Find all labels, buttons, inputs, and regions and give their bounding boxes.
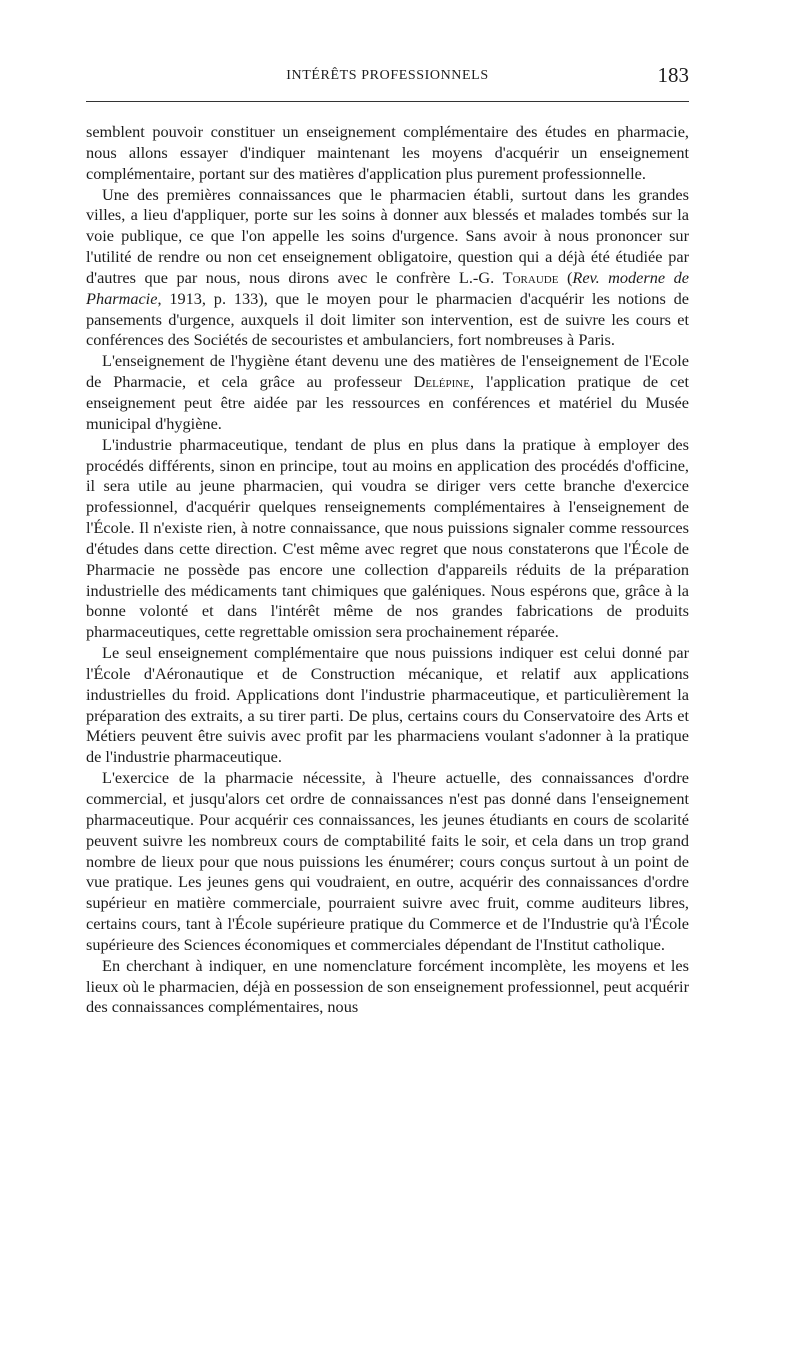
paragraph-2 bbox=[86, 185, 689, 352]
page-header bbox=[86, 60, 689, 100]
paragraph-3 bbox=[86, 351, 689, 434]
paragraph-1: semblent pouvoir constituer un enseignement complémentaire des études en pharmacie, nous allons essayer d'indiquer maintenant les moyens d'acquérir un enseignement complémentaire, portant sur des matières d'application plus purement professionnelle. bbox=[86, 122, 689, 183]
paragraph-2-text-c: , 1913, p. 133), que le moyen pour le pharmacien d'acquérir les notions de pansements d'urgence, auxquels il doit limiter son intervention, est de suivre les cours et conférences des Sociétés de secouristes et ambulanciers, fort nombreuses à Paris. bbox=[86, 288, 689, 350]
paragraph-7: En cherchant à indiquer, en une nomenclature forcément incomplète, les moyens et les lieux où le pharmacien, déjà en possession de son enseignement professionnel, peut acquérir des connaissances complémentaires, nous bbox=[86, 955, 689, 1017]
paragraph-5: Le seul enseignement complémentaire que nous puissions indiquer est celui donné par l'École d'Aéronautique et de Construction mécanique, et relatif aux applications industrielles du froid. Applications dont l'industrie pharmaceutique, et particulièrement la préparation des extraits, a su tirer parti. De plus, certains cours du Conservatoire des Arts et Métiers peuvent être suivis avec profit par les pharmaciens voulant s'adonner à la pratique de l'industrie pharmaceutique. bbox=[86, 643, 689, 767]
paragraph-2-text-a: Une des premières connaissances que le pharmacien établi, surtout dans les grandes villes, a lieu d'appliquer, porte sur les soins à donner aux blessés et malades tombés sur la voie publique, ce que l'on appelle les soins d'urgence. Sans avoir à nous prononcer sur l'utilité de rendre ou non cet enseignement obligatoire, question qui a déjà été étudiée par d'autres que par nous, nous dirons avec le confrère L.-G. bbox=[86, 184, 689, 287]
journal-title: Rev. moderne de Pharmacie bbox=[86, 267, 689, 308]
header-rule bbox=[86, 101, 689, 102]
professor-name: Delépine bbox=[413, 372, 470, 392]
author-name: Toraude bbox=[502, 267, 559, 287]
paragraph-4: L'industrie pharmaceutique, tendant de plus en plus dans la pratique à employer des procédés différents, sinon en principe, tout au moins en application des procédés d'officine, il sera utile au jeune pharmacien, qui voudra se diriger vers cette branche d'exercice professionnel, d'acquérir quelques renseignements complémentaires à l'enseignement de l'École. Il n'existe rien, à notre connaissance, que nous puissions signaler comme ressources d'études dans cette direction. C'est même avec regret que nous constaterons que l'École de Pharmacie ne possède pas encore une collection d'appareils réduits de la préparation industrielle des médicaments tant chimiques que galéniques. Nous espérons que, grâce à la bonne volonté et dans l'intérêt même de nos grandes fabrications de produits pharmaceutiques, cette regrettable omission sera prochainement réparée. bbox=[86, 434, 689, 642]
paragraph-6: L'exercice de la pharmacie nécessite, à l'heure actuelle, des connaissances d'ordre commercial, et jusqu'alors cet ordre de connaissances n'est pas donné dans l'enseignement pharmaceutique. Pour acquérir ces connaissances, les jeunes étudiants en cours de scolarité peuvent suivre les nombreux cours de comptabilité faits le soir, et cela dans un trop grand nombre de lieux pour que nous puissions les énumérer; cours conçus surtout à un point de vue pratique. Les jeunes gens qui voudraient, en outre, acquérir des connaissances d'ordre supérieur en matière commerciale, pourraient suivre avec fruit, comme auditeurs libres, certains cours, tant à l'École supérieure pratique du Commerce et de l'Industrie qu'à l'École supérieure des Sciences économiques et commerciales dépendant de l'Institut catholique. bbox=[86, 768, 689, 954]
page-number: 183 bbox=[657, 63, 689, 87]
paragraph-3-text-b: , l'application pratique de cet enseignement peut être aidée par les ressources en conférences et matériel du Musée municipal d'hygiène. bbox=[86, 372, 689, 433]
paragraph-3-text-a: L'enseignement de l'hygiène étant devenu une des matières de l'enseignement de l'Ecole de Pharmacie, et cela grâce au professeur bbox=[86, 351, 689, 392]
paragraph-2-text-b: ( bbox=[558, 267, 573, 287]
running-title: INTÉRÊTS PROFESSIONNELS bbox=[286, 68, 489, 83]
body-text bbox=[86, 122, 689, 1018]
